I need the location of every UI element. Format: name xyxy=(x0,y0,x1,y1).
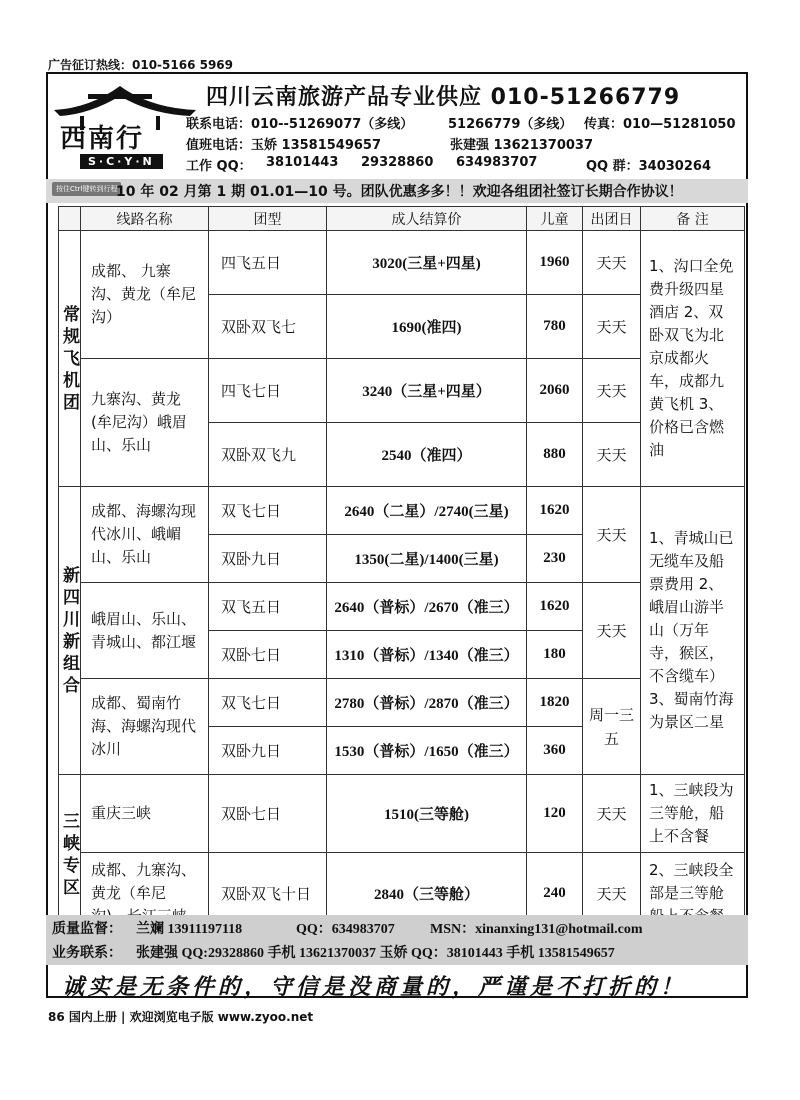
route-name: 重庆三峡 xyxy=(81,775,209,853)
header-remarks: 备 注 xyxy=(641,207,745,231)
remarks: 1、沟口全免费升级四星酒店 2、双卧双飞为北京成都火车，成都九黄飞机 3、价格已含燃油 xyxy=(641,231,745,487)
child-price: 120 xyxy=(527,775,583,853)
quality-qq: QQ：634983707 xyxy=(296,922,395,937)
child-price: 1820 xyxy=(527,679,583,727)
tour-type: 双卧七日 xyxy=(209,631,327,679)
brand-name: 西南行 xyxy=(60,124,145,154)
departure-day: 天天 xyxy=(583,231,641,295)
business-label: 业务联系： xyxy=(52,946,122,961)
ctrl-link-hint[interactable]: 按住Ctrl键转到行程 xyxy=(52,182,121,196)
header-departure: 出团日 xyxy=(583,207,641,231)
business-contacts: 张建强 QQ:29328860 手机 13621370037 玉娇 QQ：38101443 手机 13581549657 xyxy=(136,946,615,961)
tour-type: 双卧双飞七 xyxy=(209,295,327,359)
child-price: 230 xyxy=(527,535,583,583)
category-new-sichuan: 新四川 新组合 xyxy=(59,487,81,775)
tour-type: 双卧双飞十日 xyxy=(209,853,327,935)
contact-phone: 联系电话：010--51269077（多线） xyxy=(186,117,414,132)
tour-type: 双飞七日 xyxy=(209,487,327,535)
contact-qq-label: 工作 QQ： xyxy=(186,159,252,174)
table-row xyxy=(59,231,745,295)
adult-price: 2780（普标）/2870（准三） xyxy=(327,679,527,727)
quality-name: 兰斓 13911197118 xyxy=(136,922,243,937)
quality-msn-link[interactable]: MSN：xinanxing131@hotmail.com xyxy=(430,922,643,937)
tour-type: 双飞七日 xyxy=(209,679,327,727)
departure-day: 天天 xyxy=(583,853,641,935)
adult-price: 1510(三等舱) xyxy=(327,775,527,853)
departure-day: 天天 xyxy=(583,487,641,583)
adult-price: 2640（二星）/2740(三星) xyxy=(327,487,527,535)
departure-day: 天天 xyxy=(583,359,641,423)
category-regular-flight: 常规飞机团 xyxy=(59,231,81,487)
contact-qq-2: 29328860 xyxy=(361,155,434,170)
promo-text: 10 年 02 月第 1 期 01.01—10 号。团队优惠多多！！欢迎各组团社签订长期合作协议！ xyxy=(116,184,683,200)
brand-logo xyxy=(50,78,200,178)
remarks: 2、三峡段全部是三等舱 xyxy=(641,853,745,935)
contact-qq-1: 38101443 xyxy=(266,155,339,170)
tour-type: 双卧双飞九 xyxy=(209,423,327,487)
route-name: 峨眉山、乐山、青城山、都江堰 xyxy=(81,583,209,679)
route-name: 成都、海螺沟现代冰川、峨嵋山、乐山 xyxy=(81,487,209,583)
contact-fax: 传真：010—51281050 xyxy=(584,117,736,132)
route-price-table xyxy=(58,206,745,935)
departure-day: 天天 xyxy=(583,775,641,853)
adult-price: 2840（三等舱） xyxy=(327,853,527,935)
route-name: 成都、 九寨沟、黄龙（牟尼沟） xyxy=(81,231,209,359)
child-price: 2060 xyxy=(527,359,583,423)
adult-price: 1310（普标）/1340（准三） xyxy=(327,631,527,679)
adult-price: 1350(二星)/1400(三星) xyxy=(327,535,527,583)
contact-duty-2: 张建强 13621370037 xyxy=(450,138,594,153)
adult-price: 1530（普标）/1650（准三） xyxy=(327,727,527,775)
tour-type: 四飞五日 xyxy=(209,231,327,295)
child-price: 880 xyxy=(527,423,583,487)
departure-day: 天天 xyxy=(583,583,641,679)
header-child-price: 儿童 xyxy=(527,207,583,231)
remarks: 1、青城山已无缆车及船票费用 2、峨眉山游半山（万年寺，猴区，不含缆车） 3、蜀南竹海为景区二星 xyxy=(641,487,745,775)
child-price: 180 xyxy=(527,631,583,679)
header-adult-price: 成人结算价 xyxy=(327,207,527,231)
departure-day: 天天 xyxy=(583,295,641,359)
category-three-gorges: 三峡专区 xyxy=(59,775,81,935)
header-type: 团型 xyxy=(209,207,327,231)
remarks: 1、三峡段为三等舱，船上不含餐 xyxy=(641,775,745,853)
contact-phone-2: 51266779（多线） xyxy=(448,117,573,132)
brand-name-en: S·C·Y·N xyxy=(80,154,163,169)
adult-price: 2540（准四） xyxy=(327,423,527,487)
table-header-row xyxy=(59,207,745,231)
route-name: 九寨沟、黄龙(牟尼沟）峨眉山、乐山 xyxy=(81,359,209,487)
tour-type: 双卧九日 xyxy=(209,535,327,583)
child-price: 1620 xyxy=(527,583,583,631)
departure-day: 天天 xyxy=(583,423,641,487)
tour-type: 四飞七日 xyxy=(209,359,327,423)
adult-price: 1690(准四) xyxy=(327,295,527,359)
contact-qq-3: 634983707 xyxy=(456,155,538,170)
adult-price: 2640（普标）/2670（准三） xyxy=(327,583,527,631)
header-category xyxy=(59,207,81,231)
table-row xyxy=(59,487,745,535)
contact-qq-group: QQ 群：34030264 xyxy=(586,159,711,174)
child-price: 240 xyxy=(527,853,583,935)
child-price: 1960 xyxy=(527,231,583,295)
table-row xyxy=(59,775,745,853)
child-price: 360 xyxy=(527,727,583,775)
tour-type: 双卧七日 xyxy=(209,775,327,853)
ad-hotline: 广告征订热线：010-5166 5969 xyxy=(48,58,234,72)
child-price: 780 xyxy=(527,295,583,359)
headline: 四川云南旅游产品专业供应 010-51266779 xyxy=(206,85,681,110)
page-footer: 86 国内上册 | 欢迎浏览电子版 www.zyoo.net xyxy=(48,1010,314,1024)
adult-price: 3240（三星+四星） xyxy=(327,359,527,423)
adult-price: 3020(三星+四星) xyxy=(327,231,527,295)
quality-label: 质量监督： xyxy=(52,922,122,937)
route-name: 成都、九寨沟、黄龙（牟尼 xyxy=(81,853,209,935)
contact-duty-1: 值班电话：玉娇 13581549657 xyxy=(186,138,382,153)
departure-day: 周一三五 xyxy=(583,679,641,775)
tour-type: 双卧九日 xyxy=(209,727,327,775)
route-name: 成都、蜀南竹海、海螺沟现代冰川 xyxy=(81,679,209,775)
tour-type: 双飞五日 xyxy=(209,583,327,631)
motto: 诚实是无条件的，守信是没商量的，严谨是不打折的！ xyxy=(62,974,687,1000)
header-route: 线路名称 xyxy=(81,207,209,231)
child-price: 1620 xyxy=(527,487,583,535)
